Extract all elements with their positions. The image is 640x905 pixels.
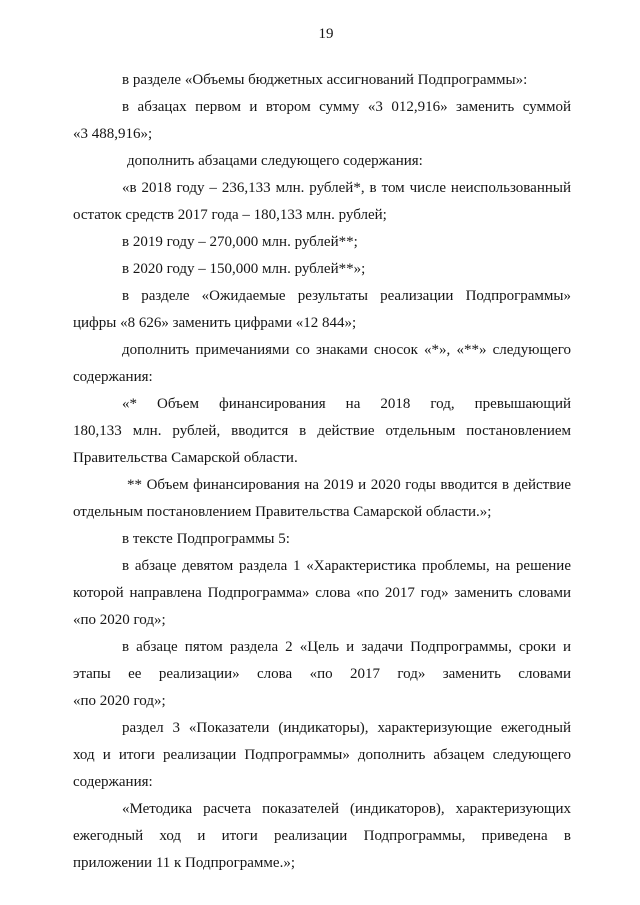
paragraph-line: содержания: xyxy=(73,369,153,385)
paragraph-line: «3 488,916»; xyxy=(73,126,153,142)
paragraph-line: раздел 3 «Показатели (индикаторы), характеризующие ежегодный xyxy=(122,720,571,736)
paragraph-line: «в 2018 году – 236,133 млн. рублей*, в том числе неиспользованный xyxy=(122,180,571,196)
methodology-paragraph xyxy=(73,796,571,877)
section-2-amendment xyxy=(73,634,571,715)
section-3-amendment xyxy=(73,715,571,796)
paragraph-line: в 2020 году – 150,000 млн. рублей**»; xyxy=(122,261,366,277)
sum-replacement-clause xyxy=(73,94,571,148)
paragraph-line: 180,133 млн. рублей, вводится в действие отдельным постановлением xyxy=(73,423,571,439)
document-body xyxy=(73,67,571,877)
funding-2019-item xyxy=(73,229,571,256)
paragraph-line: ежегодный ход и итоги реализации Подпрограммы, приведена в xyxy=(73,828,571,844)
paragraph-line: содержания: xyxy=(73,774,153,790)
paragraph-line: остаток средств 2017 года – 180,133 млн. рублей; xyxy=(73,207,387,223)
add-footnotes-clause xyxy=(73,337,571,391)
paragraph-line: приложении 11 к Подпрограмме.»; xyxy=(73,855,295,871)
paragraph-line: в абзацах первом и втором сумму «3 012,916» заменить суммой xyxy=(122,99,571,115)
section-1-amendment xyxy=(73,553,571,634)
paragraph-line: цифры «8 626» заменить цифрами «12 844»; xyxy=(73,315,357,331)
paragraph-line: в 2019 году – 270,000 млн. рублей**; xyxy=(122,234,358,250)
paragraph-line: ход и итоги реализации Подпрограммы» дополнить абзацем следующего xyxy=(73,747,571,763)
paragraph-line: в разделе «Ожидаемые результаты реализации Подпрограммы» xyxy=(122,288,571,304)
budget-allocations-section-clause xyxy=(73,67,571,94)
paragraph-line: которой направлена Подпрограмма» слова «по 2017 год» заменить словами xyxy=(73,585,571,601)
paragraph-line: дополнить примечаниями со знаками сносок «*», «**» следующего xyxy=(122,342,571,358)
subprogram-5-heading xyxy=(73,526,571,553)
paragraph-line: в тексте Подпрограммы 5: xyxy=(122,531,290,547)
expected-results-clause xyxy=(73,283,571,337)
funding-2018-item xyxy=(73,175,571,229)
paragraph-line: в абзаце пятом раздела 2 «Цель и задачи Подпрограммы, сроки и xyxy=(122,639,571,655)
page-number: 19 xyxy=(318,26,334,42)
paragraph-line: «* Объем финансирования на 2018 год, превышающий xyxy=(122,396,571,412)
paragraph-line: в разделе «Объемы бюджетных ассигнований Подпрограммы»: xyxy=(122,72,528,88)
footnote-single-asterisk xyxy=(73,391,571,472)
paragraph-line: отдельным постановлением Правительства Самарской области.»; xyxy=(73,504,492,520)
paragraph-line: дополнить абзацами следующего содержания: xyxy=(127,153,423,169)
paragraph-line: ** Объем финансирования на 2019 и 2020 годы вводится в действие xyxy=(127,477,571,493)
add-paragraphs-clause xyxy=(73,148,571,175)
funding-2020-item xyxy=(73,256,571,283)
paragraph-line: «Методика расчета показателей (индикаторов), характеризующих xyxy=(122,801,571,817)
paragraph-line: в абзаце девятом раздела 1 «Характеристика проблемы, на решение xyxy=(122,558,571,574)
paragraph-line: Правительства Самарской области. xyxy=(73,450,298,466)
paragraph-line: «по 2020 год»; xyxy=(73,612,166,628)
paragraph-line: этапы ее реализации» слова «по 2017 год» заменить словами xyxy=(73,666,571,682)
footnote-double-asterisk xyxy=(73,472,571,526)
paragraph-line: «по 2020 год»; xyxy=(73,693,166,709)
